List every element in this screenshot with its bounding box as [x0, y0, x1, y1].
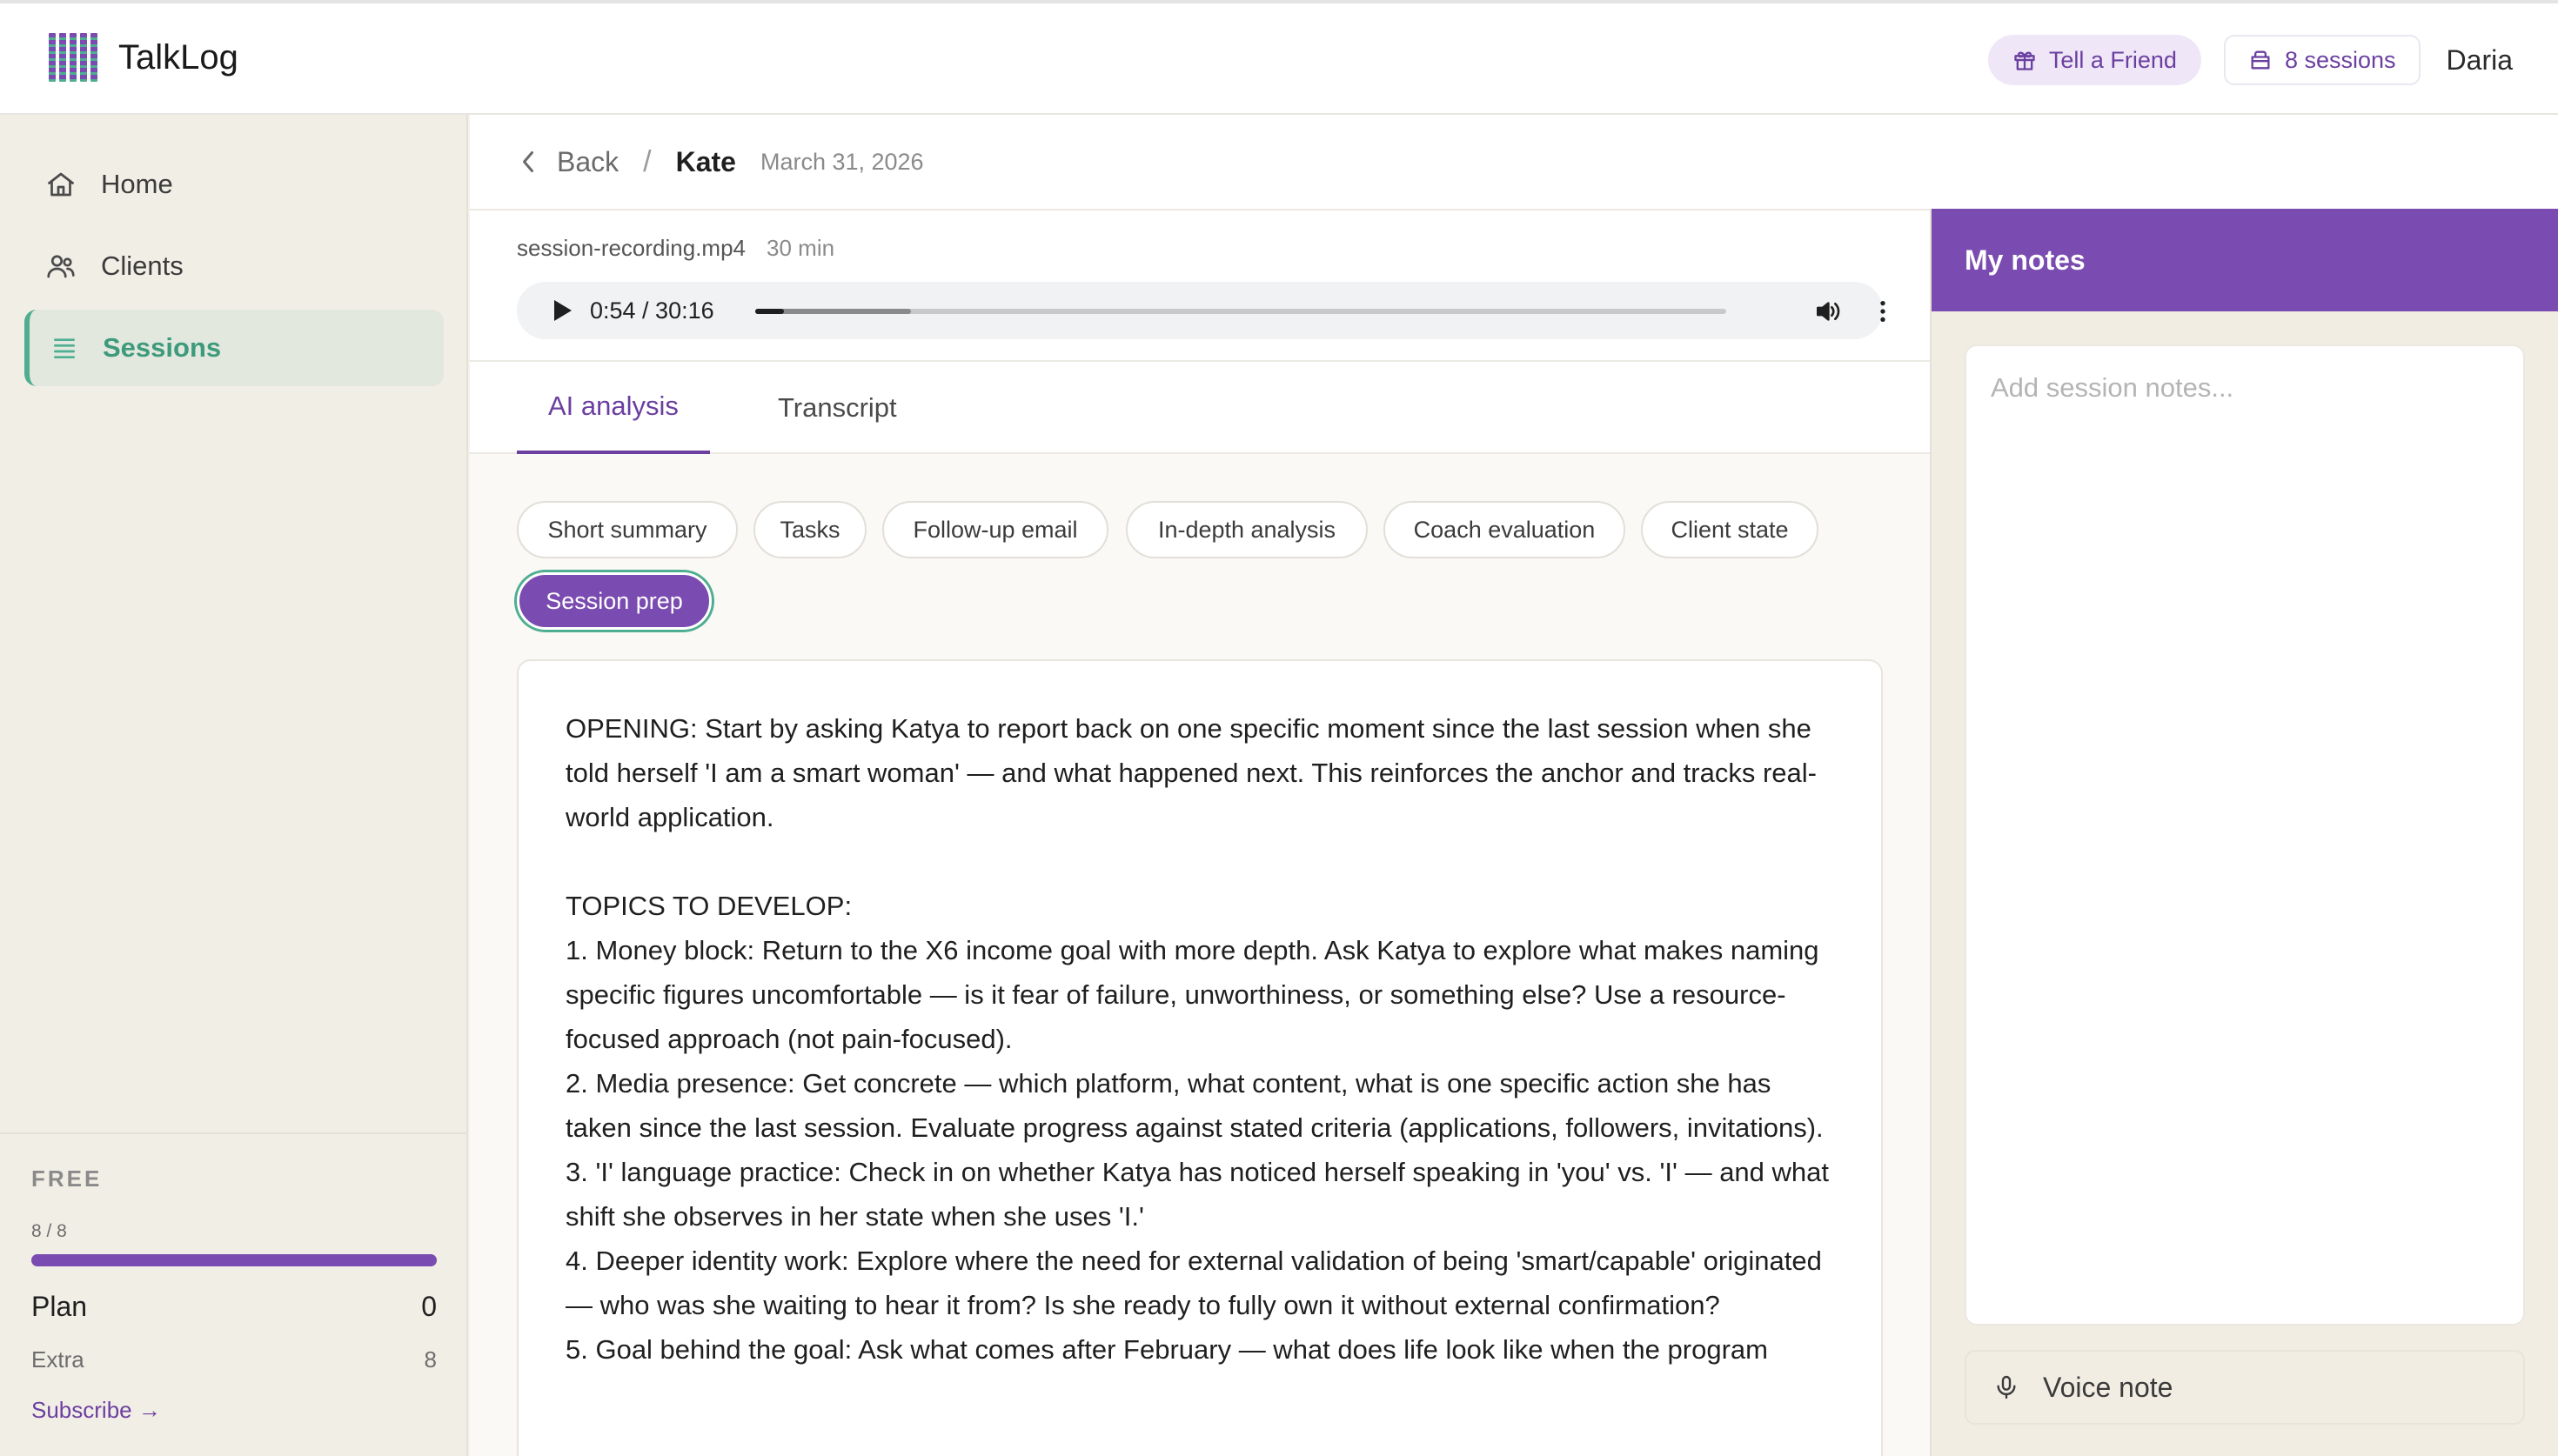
analysis-content: OPENING: Start by asking Katya to report back on one specific moment since the last session when she told herself 'I am a smart woman' — and what happened next. This reinforces the anchor and tracks real-world application. TOPICS TO DEVELOP: 1. Money block: Return to the X6 income goal with more depth. Ask Katya to explore what makes naming specific figures uncomfortable — is it fear of failure, unworthiness, or something else? Use a resource-focused approach (not pain-focused). 2. Media presence: Get concrete — which platform, what content, what is one specific action she has taken since the last session. Evaluate progress against stated criteria (applications, followers, invitations). 3. 'I' language practice: Check in on whether Katya has noticed herself speaking in 'you' vs. 'I' — and what shift she observes in her state when she uses 'I.' 4. Deeper identity work: Explore where the need for external validation of being 'smart/capable' originated — who was she waiting to hear it from? Is she ready to fully own it without external confirmation? 5. Goal behind the goal: Ask what comes after February — what does life look like when the program: [517, 659, 1883, 1456]
chip-follow-up-email[interactable]: Follow-up email: [882, 501, 1108, 558]
plan-usage-bar: [31, 1254, 437, 1266]
back-label: Back: [557, 145, 619, 177]
sidebar-item-clients[interactable]: [24, 228, 444, 304]
package-icon: [2248, 48, 2273, 72]
subscribe-link[interactable]: Subscribe →: [31, 1397, 161, 1423]
extra-value: 8: [424, 1346, 437, 1373]
more-options-icon[interactable]: [1869, 297, 1897, 325]
extra-row: [31, 1346, 437, 1373]
breadcrumb: [470, 115, 2558, 210]
voice-note-label: Voice note: [2043, 1371, 2173, 1403]
plan-tier: FREE: [31, 1165, 103, 1192]
seek-bar-progress: [755, 309, 784, 314]
sidebar-item-home[interactable]: [24, 146, 444, 223]
logo-icon: [49, 33, 97, 82]
client-name: Kate: [675, 145, 736, 177]
app-name: TalkLog: [118, 37, 238, 77]
plan-usage-bar-fill: [31, 1254, 437, 1266]
chip-in-depth-analysis[interactable]: In-depth analysis: [1126, 501, 1368, 558]
notes-panel: [1930, 209, 2558, 1456]
tab-bar: [470, 362, 1930, 454]
chip-session-prep[interactable]: Session prep: [517, 572, 712, 630]
plan-panel: [0, 1132, 468, 1456]
seek-bar[interactable]: [755, 309, 1726, 314]
voice-note-button[interactable]: [1965, 1350, 2525, 1425]
tab-ai-analysis[interactable]: AI analysis: [517, 362, 710, 454]
microphone-icon: [1992, 1372, 2020, 1403]
playback-time: 0:54 / 30:16: [590, 297, 714, 324]
chip-coach-evaluation[interactable]: Coach evaluation: [1383, 501, 1625, 558]
back-button[interactable]: [519, 146, 619, 178]
sessions-badge-button[interactable]: [2224, 35, 2421, 85]
tell-a-friend-button[interactable]: [1988, 35, 2201, 85]
chip-short-summary[interactable]: Short summary: [517, 501, 738, 558]
plan-label: Plan: [31, 1291, 88, 1322]
media-section: [470, 210, 1930, 362]
chip-client-state[interactable]: Client state: [1641, 501, 1818, 558]
plan-usage-count: 8 / 8: [31, 1221, 67, 1241]
sidebar-item-sessions[interactable]: [24, 310, 444, 386]
notes-textarea[interactable]: Add session notes...: [1965, 344, 2525, 1326]
breadcrumb-separator: /: [643, 144, 652, 178]
top-header: [0, 0, 2558, 115]
plan-row: [31, 1291, 437, 1323]
app-logo[interactable]: [49, 33, 238, 82]
sidebar-item-label: Sessions: [103, 332, 222, 363]
sidebar: [0, 115, 468, 1456]
user-menu[interactable]: Daria: [2446, 43, 2513, 76]
audio-player: [517, 282, 1883, 339]
tab-transcript[interactable]: Transcript: [778, 392, 897, 423]
extra-label: Extra: [31, 1346, 84, 1373]
play-icon[interactable]: [552, 298, 574, 323]
file-name: session-recording.mp4: [517, 235, 747, 261]
main-content: [470, 115, 1930, 1456]
tell-a-friend-label: Tell a Friend: [2048, 46, 2177, 73]
chip-tasks[interactable]: Tasks: [753, 501, 867, 558]
file-info: [517, 235, 834, 262]
file-duration: 30 min: [767, 235, 835, 261]
sidebar-item-label: Clients: [101, 250, 184, 281]
gift-icon: [2012, 48, 2037, 72]
list-icon: [50, 334, 78, 362]
volume-icon[interactable]: [1813, 297, 1841, 325]
sidebar-item-label: Home: [101, 169, 173, 199]
session-date: March 31, 2026: [760, 148, 924, 175]
plan-value: 0: [421, 1291, 437, 1322]
users-icon: [45, 250, 77, 282]
notes-title: My notes: [1932, 209, 2558, 311]
sessions-count-label: 8 sessions: [2284, 46, 2396, 73]
chevron-left-icon: [519, 149, 538, 175]
home-icon: [45, 169, 77, 200]
